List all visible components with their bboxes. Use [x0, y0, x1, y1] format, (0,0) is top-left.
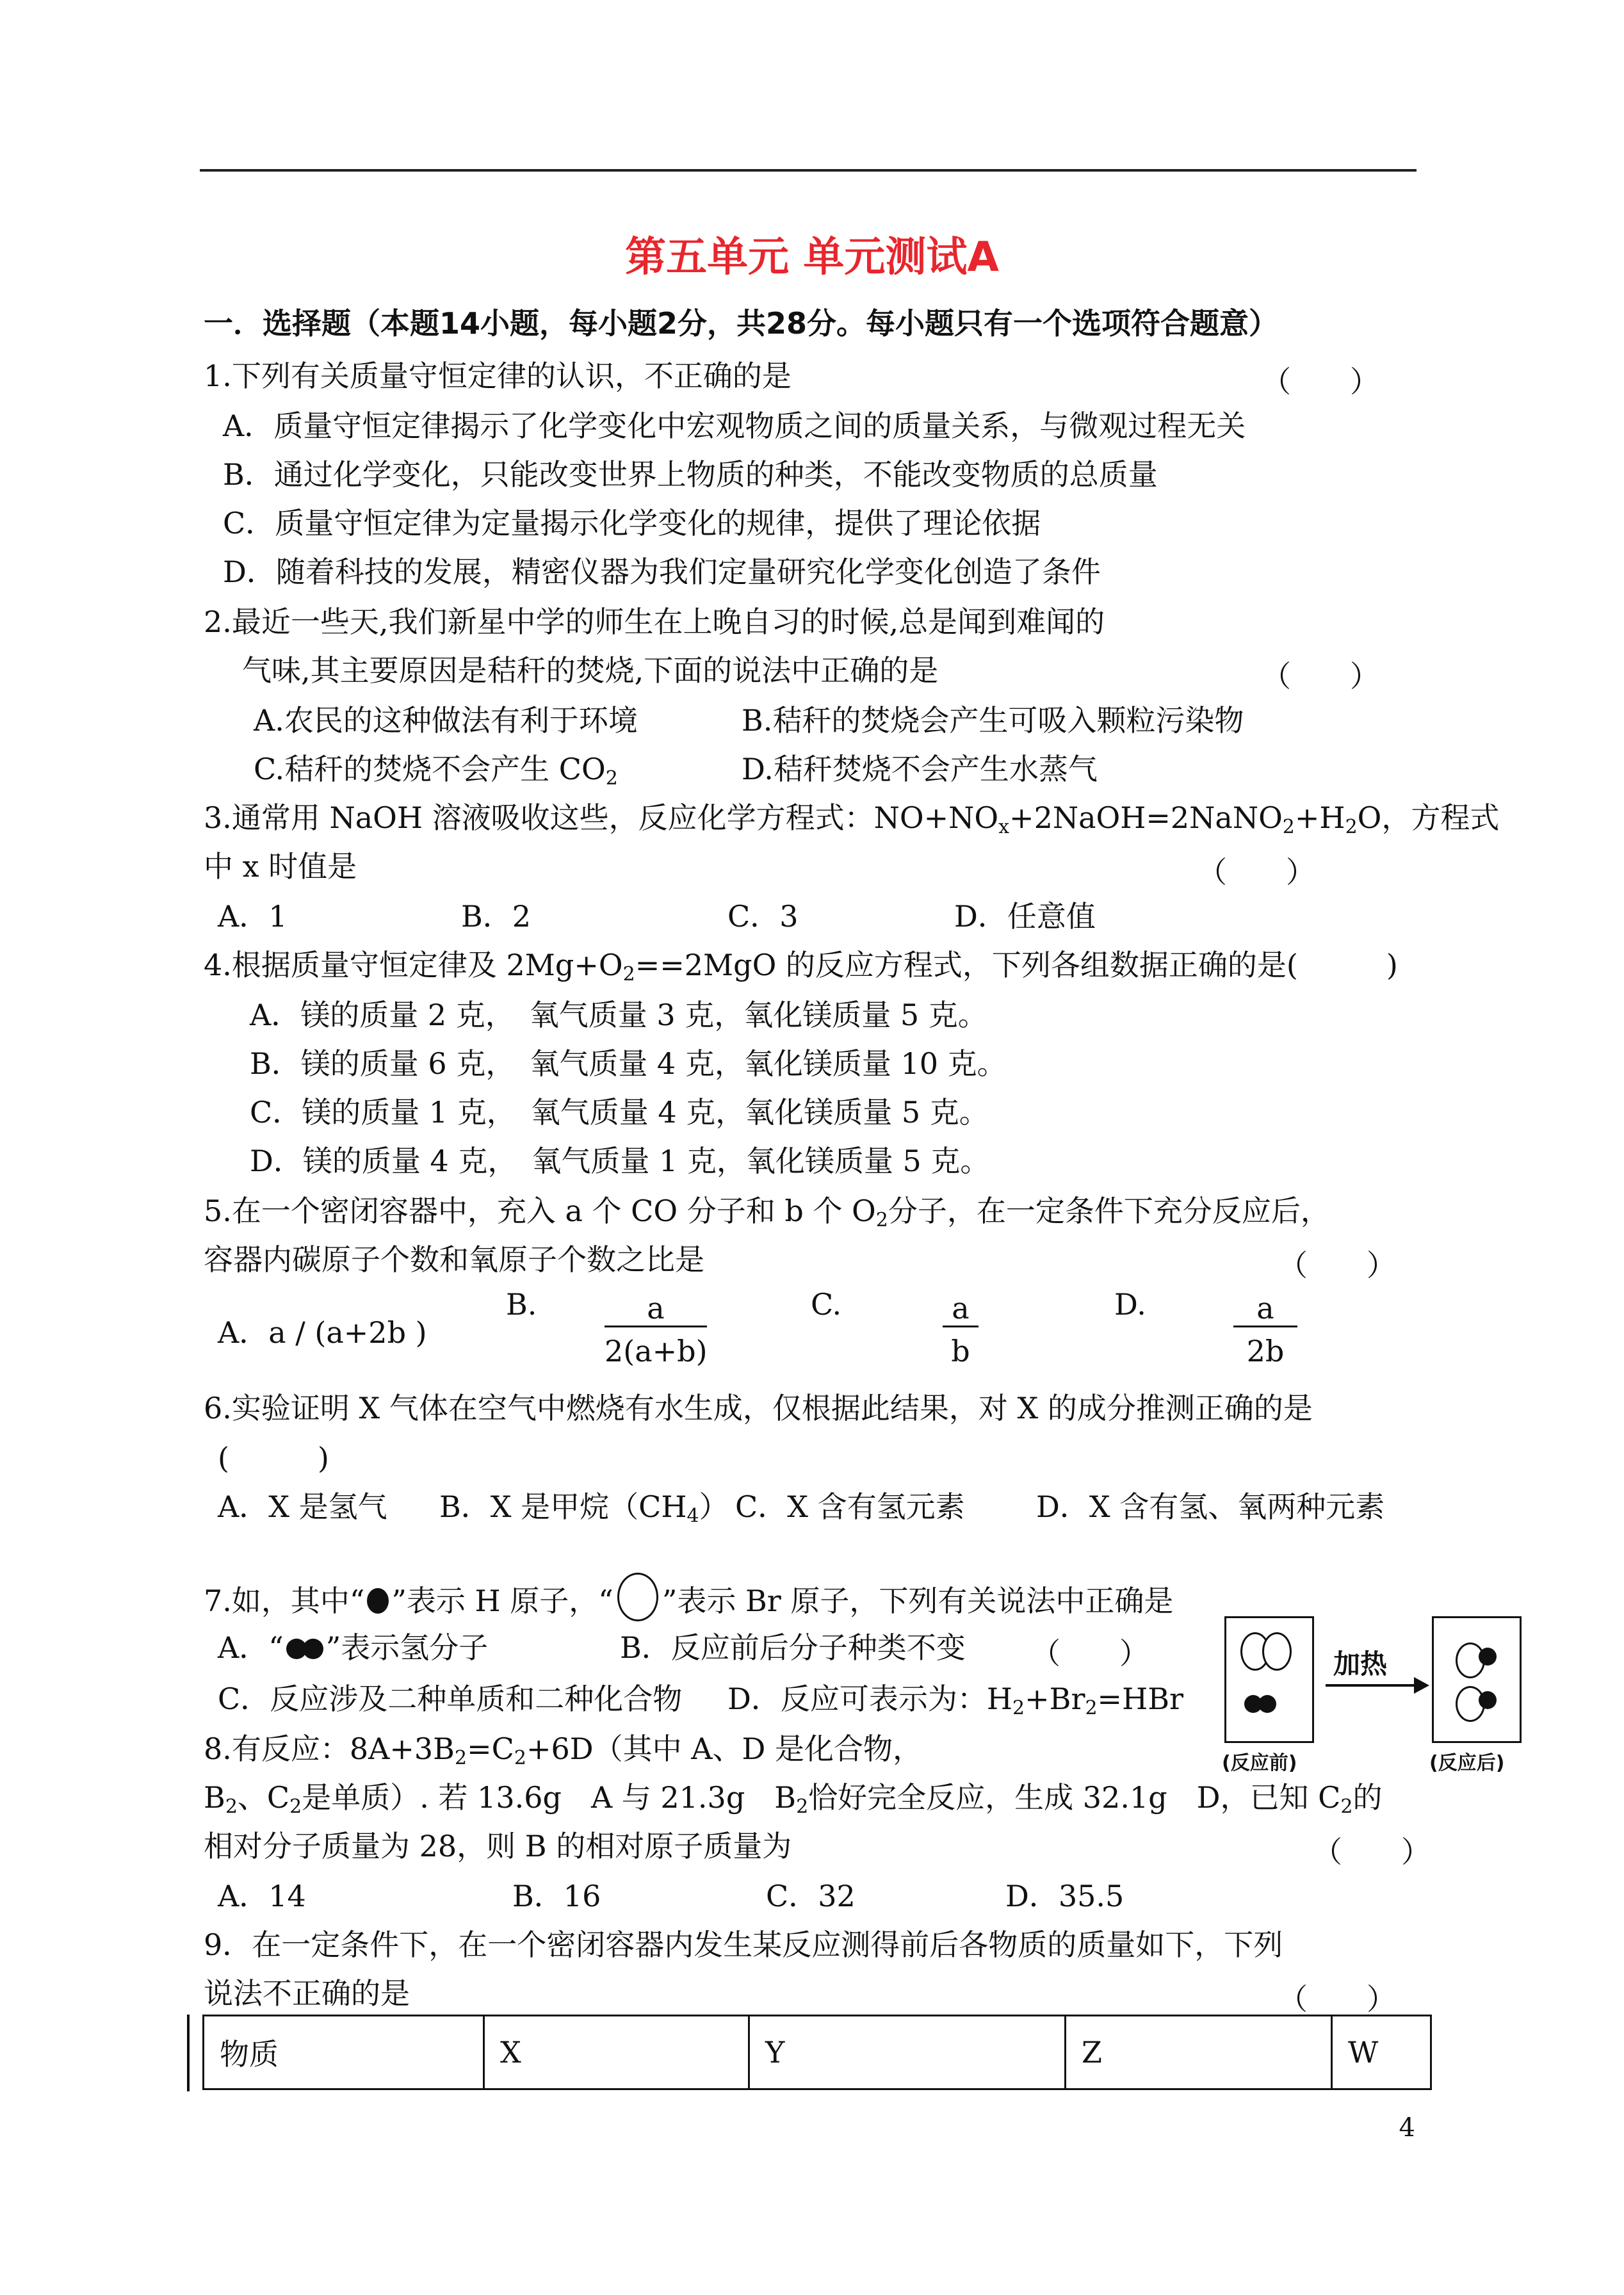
q2-stem-line2: 气味,其主要原因是秸秆的焚烧,下面的说法中正确的是 [242, 653, 939, 688]
table-header-cell: Z [1066, 2016, 1332, 2089]
q6-option-b: B．X 是甲烷$(CH_4)$ [439, 1489, 729, 1527]
reaction-arrow-icon [1326, 1684, 1420, 1687]
q7-option-b: B．反应前后分子种类不变 [620, 1630, 966, 1665]
q7-stem: 7.如，其中“ ”表示 H 原子，“ ”表示 Br 原子，下列有关说法中正确是 [204, 1573, 1173, 1621]
q7-option-c: C．反应涉及二种单质和二种化合物 [218, 1682, 683, 1716]
q2-option-c: C.秸秆的焚烧不会产生 $CO_2$ [254, 752, 618, 790]
q3-option-d: D．任意值 [954, 899, 1096, 934]
page-title: 第五单元 单元测试A [625, 234, 999, 281]
q5-option-c-fraction [943, 1291, 978, 1368]
q5-stem-line2: 容器内碳原子个数和氧原子个数之比是 [204, 1242, 704, 1277]
q1-option-b: B．通过化学变化，只能改变世界上物质的种类，不能改变物质的总质量 [223, 457, 1158, 492]
q9-stem-line2: 说法不正确的是 [204, 1976, 410, 2011]
q4-option-d: D．镁的质量 4 克， 氧气质量 1 克，氧化镁质量 5 克。 [250, 1144, 990, 1178]
q8-option-c: C．32 [766, 1879, 856, 1913]
q3-option-c: C．3 [727, 899, 799, 934]
h-atom-icon [1258, 1695, 1276, 1713]
q6-option-a: A．X 是氢气 [218, 1489, 387, 1524]
q8-option-b: B．16 [512, 1879, 601, 1913]
q8-stem-line1: 8.有反应：$8A+3B_2=C_2+6D$（其中 A、D 是化合物， [204, 1731, 922, 1769]
q2-option-b: B.秸秆的焚烧会产生可吸入颗粒污染物 [742, 703, 1244, 738]
table-left-bar [187, 2015, 190, 2091]
q5-option-b-fraction [605, 1291, 707, 1368]
q3-option-b: B．2 [461, 899, 532, 934]
q8-option-a: A．14 [218, 1879, 306, 1913]
q9-answer-paren: （ ） [1278, 1982, 1396, 2016]
mass-table [202, 2015, 1432, 2090]
before-reaction-caption: (反应前) [1222, 1752, 1297, 1774]
heat-label: 加热 [1333, 1648, 1388, 1680]
q5-option-b-label: B. [506, 1287, 537, 1322]
br-atom-icon [617, 1573, 658, 1621]
q5-option-c-label: C. [811, 1287, 842, 1322]
q5-option-a: A．a / (a+2b ) [218, 1315, 427, 1350]
q5-c-numerator: a [943, 1291, 978, 1327]
q2-option-d: D.秸秆焚烧不会产生水蒸气 [742, 752, 1098, 786]
q6-option-d: D．X 含有氢、氧两种元素 [1036, 1489, 1385, 1524]
q7-answer-paren: （ ） [1031, 1636, 1149, 1671]
table-header-cell: 物质 [204, 2016, 484, 2089]
q7-option-a: A．“ ”表示氢分子 [218, 1630, 489, 1665]
q6-option-c: C．X 含有氢元素 [735, 1489, 965, 1524]
q5-c-denominator: b [951, 1334, 970, 1368]
q1-option-d: D．随着科技的发展，精密仪器为我们定量研究化学变化创造了条件 [223, 555, 1101, 589]
q4-option-c: C．镁的质量 1 克， 氧气质量 4 克，氧化镁质量 5 克。 [250, 1095, 989, 1130]
h-atom-icon [1479, 1648, 1497, 1666]
section-heading: 一．选择题（本题14小题，每小题2分，共28分。每小题只有一个选项符合题意） [204, 306, 1279, 341]
after-reaction-caption: (反应后) [1429, 1752, 1505, 1774]
before-reaction-box [1224, 1616, 1314, 1743]
q4-option-b: B．镁的质量 6 克， 氧气质量 4 克，氧化镁质量 10 克。 [250, 1046, 1007, 1081]
q4-option-a: A．镁的质量 2 克， 氧气质量 3 克，氧化镁质量 5 克。 [250, 998, 987, 1032]
q2-stem-line1: 2.最近一些天,我们新星中学的师生在上晚自习的时候,总是闻到难闻的 [204, 604, 1105, 639]
q1-stem: 1.下列有关质量守恒定律的认识，不正确的是 [204, 359, 792, 393]
header-rule [200, 169, 1417, 172]
q3-option-a: A．1 [218, 899, 288, 934]
table-header-cell: Y [749, 2016, 1066, 2089]
table-header-cell: X [484, 2016, 749, 2089]
q5-b-denominator: 2(a+b) [605, 1334, 708, 1368]
q8-stem-line2: $B_2$、$C_2$是单质）. 若 13.6g A 与 21.3g $B_2$恰好完全反应，生成 32.1g D，已知 $C_2$的 [204, 1780, 1383, 1818]
q3-answer-paren: （ ） [1198, 855, 1315, 889]
q3-stem-line1: 3.通常用 NaOH 溶液吸收这些，反应化学方程式：$NO+NO_x+2NaOH=2NaNO_2+H_2O$，方程式 [204, 800, 1500, 838]
q8-stem-line3: 相对分子质量为 28，则 B 的相对原子质量为 [204, 1829, 792, 1863]
br-atom-icon [1262, 1632, 1292, 1671]
table-row [204, 2016, 1431, 2089]
q2-option-a: A.农民的这种做法有利于环境 [254, 703, 638, 738]
h-atom-icon [1479, 1691, 1497, 1709]
q5-option-d-fraction [1233, 1291, 1297, 1368]
q5-stem-line1: 5.在一个密闭容器中，充入 a 个 CO 分子和 b 个 $O_2$分子，在一定条件下充分反应后， [204, 1194, 1330, 1231]
q1-option-c: C．质量守恒定律为定量揭示化学变化的规律，提供了理论依据 [223, 506, 1041, 540]
h-atom-icon [367, 1588, 389, 1614]
q8-answer-paren: （ ） [1313, 1835, 1431, 1869]
page-number: 4 [1399, 2113, 1415, 2143]
table-header-cell: W [1332, 2016, 1431, 2089]
q1-option-a: A．质量守恒定律揭示了化学变化中宏观物质之间的质量关系，与微观过程无关 [223, 409, 1246, 443]
q5-b-numerator: a [605, 1291, 707, 1327]
q9-stem-line1: 9．在一定条件下，在一个密闭容器内发生某反应测得前后各物质的质量如下，下列 [204, 1927, 1283, 1962]
after-reaction-box [1432, 1616, 1522, 1743]
q5-d-numerator: a [1233, 1291, 1297, 1327]
q6-answer-paren: ( ) [218, 1441, 329, 1475]
q7-option-d: D．反应可表示为：$H_2+Br_2=HBr$ [727, 1682, 1183, 1719]
q5-answer-paren: （ ） [1278, 1248, 1396, 1283]
arrow-head-icon [1414, 1677, 1429, 1694]
q8-option-d: D．35.5 [1005, 1879, 1125, 1913]
q1-answer-paren: （ ） [1262, 364, 1379, 399]
q2-answer-paren: （ ） [1262, 659, 1379, 693]
q5-d-denominator: 2b [1246, 1334, 1285, 1368]
q3-stem-line2: 中 x 时值是 [204, 849, 357, 884]
q6-stem: 6.实验证明 X 气体在空气中燃烧有水生成，仅根据此结果，对 X 的成分推测正确的是 [204, 1391, 1313, 1425]
q5-option-d-label: D. [1114, 1287, 1146, 1322]
q4-stem: 4.根据质量守恒定律及 $2Mg+O_2==2MgO$ 的反应方程式，下列各组数据正确的是( ) [204, 948, 1398, 985]
hydrogen-molecule-icon [286, 1634, 323, 1664]
